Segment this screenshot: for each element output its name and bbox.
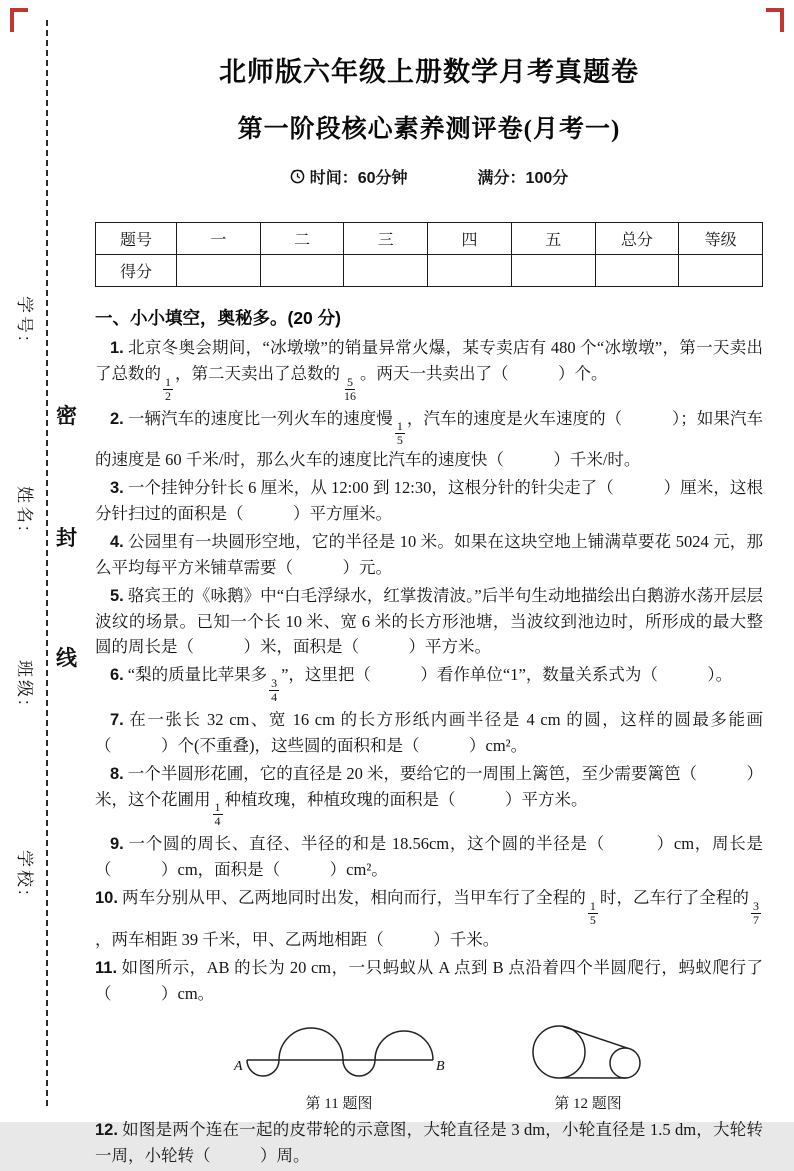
figures-row: [233, 1012, 763, 1113]
score-table-header-row: [96, 223, 763, 255]
question-7: [95, 707, 763, 758]
question-5: [95, 583, 763, 659]
time-label: 时间：60分钟: [310, 165, 408, 188]
seal-char-feng: 封: [56, 522, 77, 552]
figure-12-caption: 第 12 题图: [554, 1092, 622, 1113]
question-text: 一个挂钟分针长 6 厘米，从 12:00 到 12:30，这根分针的针尖走了（ ）厘米，这根分针扫过的面积是（ ）平方厘米。: [95, 478, 763, 523]
point-b-label: B: [436, 1059, 445, 1074]
question-number: 6.: [110, 666, 124, 684]
question-3: [95, 475, 763, 526]
question-number: 11.: [95, 959, 117, 977]
section-one-heading: 一、小小填空，奥秘多。(20 分): [95, 305, 763, 330]
seal-dashed-line: [46, 20, 48, 1106]
full-score-label: 满分：100分: [478, 165, 569, 188]
score-header-timu: 题号: [96, 223, 177, 255]
seal-char-mi: 密: [56, 400, 77, 430]
question-text: 一个圆的周长、直径、半径的和是 18.56cm，这个圆的半径是（ ）cm，周长是（ ）cm，面积是（ ）cm²。: [95, 834, 763, 879]
question-number: 4.: [110, 533, 124, 551]
score-cell: [679, 255, 763, 287]
time-score-row: [95, 165, 763, 188]
question-text: 一个半圆形花圃，它的直径是 20 米，要给它的一周围上篱笆，至少需要篱笆（ ）米，这个花圃用 $\frac{1}{4}$ 种植玫瑰，种植玫瑰的面积是（ ）平方米。: [95, 764, 763, 809]
score-table-score-row: [96, 255, 763, 287]
score-cell: [595, 255, 679, 287]
name-label: 姓名:: [14, 486, 39, 534]
score-cell: [511, 255, 595, 287]
question-number: 7.: [110, 711, 124, 729]
question-number: 5.: [110, 587, 124, 605]
question-text: 骆宾王的《咏鹅》中“白毛浮绿水，红掌拨清波。”后半句生动地描绘出白鹅游水荡开层层波纹的场景。已知一个长 10 米、宽 6 米的长方形池塘，当波纹到池边时，所形成的最大整圆的周长是（ ）米，面积是（ ）平方米。: [95, 586, 763, 656]
score-cell: [177, 255, 261, 287]
question-12: [95, 1117, 763, 1168]
main-content: [95, 50, 763, 1171]
score-cell: [344, 255, 428, 287]
question-number: 3.: [110, 479, 124, 497]
question-8: [95, 761, 763, 829]
student-number-label: 学号:: [14, 296, 39, 344]
belt-pulleys-diagram: [517, 1012, 659, 1090]
seal-char-xian: 线: [56, 642, 77, 672]
score-header-5: 五: [511, 223, 595, 255]
school-label: 学校:: [14, 850, 39, 898]
question-text: 在一张长 32 cm、宽 16 cm 的长方形纸内画半径是 4 cm 的圆，这样的圆最多能画（ ）个(不重叠)，这些圆的面积和是（ ）cm²。: [95, 710, 763, 755]
corner-mark-top-right-icon: [766, 8, 784, 32]
score-header-2: 二: [260, 223, 344, 255]
question-text: 一辆汽车的速度比一列火车的速度慢 $\frac{1}{5}$ ，汽车的速度是火车速度的（ ）；如果汽车的速度是 60 千米/时，那么火车的速度比汽车的速度快（ ）千米/时。: [95, 409, 763, 470]
score-table: [95, 222, 763, 287]
page-subtitle: 第一阶段核心素养测评卷(月考一): [95, 109, 763, 145]
question-6: [95, 662, 763, 704]
semicircles-diagram: [233, 1018, 445, 1090]
question-number: 10.: [95, 889, 118, 907]
question-text: 北京冬奥会期间，“冰墩墩”的销量异常火爆，某专卖店有 480 个“冰墩墩”，第一天卖出了总数的 $\frac{1}{2}$ ，第二天卖出了总数的 $\frac{5}{16}$ 。两天一共卖出了（ ）个。: [95, 338, 763, 383]
class-label: 班级:: [14, 660, 39, 708]
clock-icon: [290, 169, 305, 184]
question-number: 8.: [110, 765, 124, 783]
question-number: 12.: [95, 1121, 118, 1139]
question-11: [95, 955, 763, 1006]
score-header-4: 四: [428, 223, 512, 255]
figure-12: [517, 1012, 659, 1113]
question-2: [95, 406, 763, 473]
score-header-1: 一: [177, 223, 261, 255]
question-text: 两车分别从甲、乙两地同时出发，相向而行，当甲车行了全程的 $\frac{1}{5}$ 时，乙车行了全程的 $\frac{3}{7}$ ，两车相距 39 千米，甲、乙两地相距（ ）千米。: [95, 888, 763, 949]
score-header-total: 总分: [595, 223, 679, 255]
score-header-grade: 等级: [679, 223, 763, 255]
question-text: “梨的质量比苹果多 $\frac{3}{4}$ ”，这里把（ ）看作单位“1”，数量关系式为（ ）。: [128, 665, 732, 684]
question-number: 1.: [110, 339, 124, 357]
score-cell: [428, 255, 512, 287]
figure-11: [233, 1018, 445, 1113]
score-cell: [260, 255, 344, 287]
figure-11-caption: 第 11 题图: [306, 1092, 373, 1113]
score-header-3: 三: [344, 223, 428, 255]
question-text: 如图所示，AB 的长为 20 cm，一只蚂蚁从 A 点到 B 点沿着四个半圆爬行，蚂蚁爬行了（ ）cm。: [95, 958, 763, 1003]
question-9: [95, 831, 763, 882]
question-number: 9.: [110, 835, 124, 853]
question-text: 如图是两个连在一起的皮带轮的示意图，大轮直径是 3 dm，小轮直径是 1.5 dm，大轮转一周，小轮转（ ）周。: [95, 1120, 763, 1165]
point-a-label: A: [233, 1059, 243, 1074]
question-10: [95, 885, 763, 952]
question-4: [95, 529, 763, 580]
question-1: [95, 335, 763, 403]
score-row-label: 得分: [96, 255, 177, 287]
question-number: 2.: [110, 410, 124, 428]
page-title: 北师版六年级上册数学月考真题卷: [95, 50, 763, 89]
question-text: 公园里有一块圆形空地，它的半径是 10 米。如果在这块空地上铺满草要花 5024 元，那么平均每平方米铺草需要（ ）元。: [95, 532, 763, 577]
corner-mark-top-left-icon: [10, 8, 28, 32]
